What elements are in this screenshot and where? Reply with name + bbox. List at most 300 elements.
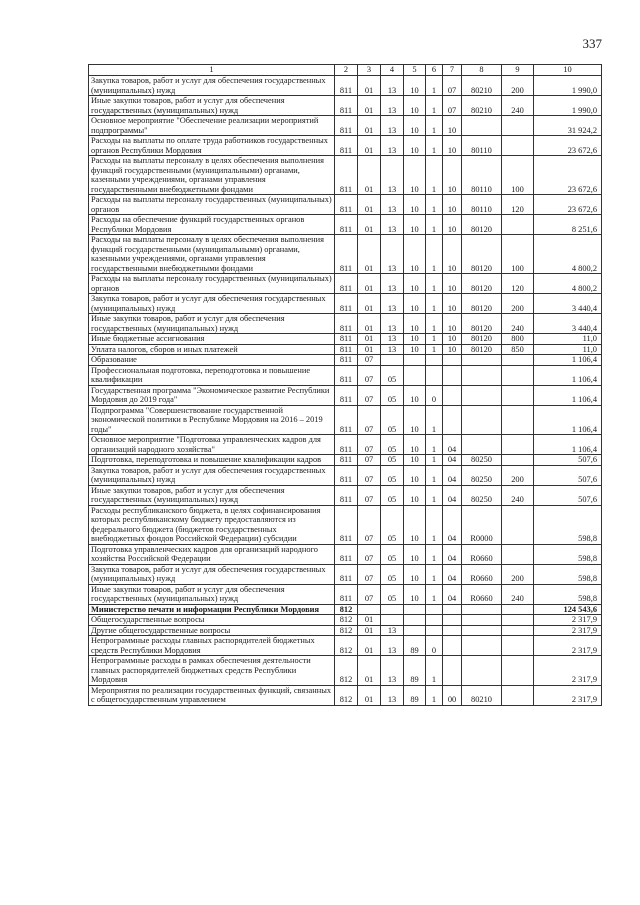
subsection-code: 13 [381, 116, 404, 136]
row-amount: 4 800,2 [534, 274, 602, 294]
program-code [404, 615, 426, 626]
row-amount: 2 317,9 [534, 656, 602, 686]
expense-type-code [502, 685, 534, 705]
header-row [89, 65, 602, 76]
direction-code: R0000 [462, 505, 502, 544]
ministry-code: 811 [335, 294, 358, 314]
section-code: 07 [358, 544, 381, 564]
subprogram-code: 0 [426, 385, 443, 405]
row-amount: 3 440,4 [534, 294, 602, 314]
row-amount: 1 106,4 [534, 405, 602, 435]
subprogram-code: 1 [426, 455, 443, 466]
expense-type-code: 240 [502, 584, 534, 604]
subprogram-code: 1 [426, 344, 443, 355]
activity-code: 10 [443, 314, 462, 334]
row-amount: 507,6 [534, 485, 602, 505]
subprogram-code: 1 [426, 405, 443, 435]
program-code: 10 [404, 564, 426, 584]
subsection-code: 13 [381, 76, 404, 96]
expense-type-code: 120 [502, 195, 534, 215]
column-header-1: 1 [89, 65, 335, 76]
row-name: Государственная программа "Экономическое развитие Республики Мордовия до 2019 года" [89, 385, 335, 405]
program-code: 10 [404, 96, 426, 116]
subsection-code [381, 604, 404, 615]
table-row [89, 136, 602, 156]
row-amount: 31 924,2 [534, 116, 602, 136]
row-name: Закупка товаров, работ и услуг для обеспечения государственных (муниципальных) нужд [89, 76, 335, 96]
ministry-code: 812 [335, 636, 358, 656]
program-code: 10 [404, 314, 426, 334]
section-code: 07 [358, 355, 381, 366]
program-code: 89 [404, 636, 426, 656]
table-row [89, 656, 602, 686]
section-code: 01 [358, 136, 381, 156]
subprogram-code: 1 [426, 334, 443, 345]
column-header-6: 6 [426, 65, 443, 76]
table-row [89, 604, 602, 615]
table-row [89, 235, 602, 274]
program-code: 10 [404, 136, 426, 156]
table-row [89, 455, 602, 466]
program-code: 10 [404, 584, 426, 604]
activity-code: 10 [443, 235, 462, 274]
section-code: 07 [358, 455, 381, 466]
subprogram-code: 1 [426, 195, 443, 215]
row-amount: 8 251,6 [534, 215, 602, 235]
program-code [404, 604, 426, 615]
row-amount: 1 106,4 [534, 365, 602, 385]
subsection-code [381, 615, 404, 626]
subsection-code: 13 [381, 294, 404, 314]
section-code: 01 [358, 685, 381, 705]
section-code: 07 [358, 505, 381, 544]
column-header-5: 5 [404, 65, 426, 76]
column-header-4: 4 [381, 65, 404, 76]
subprogram-code: 1 [426, 435, 443, 455]
ministry-code: 811 [335, 215, 358, 235]
table-row [89, 465, 602, 485]
ministry-code: 811 [335, 235, 358, 274]
row-amount: 4 800,2 [534, 235, 602, 274]
subsection-code: 13 [381, 215, 404, 235]
table-row [89, 485, 602, 505]
ministry-code: 811 [335, 195, 358, 215]
table-row [89, 365, 602, 385]
expense-type-code [502, 604, 534, 615]
row-amount: 598,8 [534, 584, 602, 604]
section-code: 07 [358, 435, 381, 455]
row-name: Иные закупки товаров, работ и услуг для обеспечения государственных (муниципальных) нужд [89, 584, 335, 604]
row-amount: 598,8 [534, 505, 602, 544]
subprogram-code: 1 [426, 485, 443, 505]
activity-code [443, 385, 462, 405]
row-amount: 11,0 [534, 334, 602, 345]
expense-type-code [502, 636, 534, 656]
activity-code: 04 [443, 505, 462, 544]
subsection-code: 05 [381, 365, 404, 385]
program-code: 10 [404, 505, 426, 544]
direction-code [462, 116, 502, 136]
section-code: 07 [358, 385, 381, 405]
section-code: 01 [358, 96, 381, 116]
program-code [404, 625, 426, 636]
program-code: 89 [404, 656, 426, 686]
subprogram-code: 1 [426, 76, 443, 96]
section-code: 01 [358, 636, 381, 656]
direction-code: 80120 [462, 314, 502, 334]
subprogram-code: 1 [426, 215, 443, 235]
direction-code [462, 636, 502, 656]
subsection-code: 13 [381, 685, 404, 705]
activity-code [443, 365, 462, 385]
table-row [89, 584, 602, 604]
expense-type-code: 100 [502, 156, 534, 195]
row-amount: 1 106,4 [534, 355, 602, 366]
direction-code: R0660 [462, 544, 502, 564]
activity-code: 04 [443, 564, 462, 584]
subprogram-code: 1 [426, 544, 443, 564]
section-code: 01 [358, 235, 381, 274]
row-name: Иные закупки товаров, работ и услуг для обеспечения государственных (муниципальных) нужд [89, 485, 335, 505]
column-header-9: 9 [502, 65, 534, 76]
subsection-code: 05 [381, 485, 404, 505]
direction-code: 80210 [462, 96, 502, 116]
ministry-code: 811 [335, 274, 358, 294]
direction-code [462, 405, 502, 435]
activity-code: 04 [443, 465, 462, 485]
row-name: Основное мероприятие "Обеспечение реализации мероприятий подпрограммы" [89, 116, 335, 136]
ministry-code: 811 [335, 136, 358, 156]
table-row [89, 636, 602, 656]
row-amount: 2 317,9 [534, 685, 602, 705]
activity-code: 04 [443, 485, 462, 505]
direction-code: 80250 [462, 455, 502, 466]
expense-type-code: 240 [502, 485, 534, 505]
section-code: 01 [358, 314, 381, 334]
table-row [89, 344, 602, 355]
program-code: 10 [404, 334, 426, 345]
subsection-code: 05 [381, 405, 404, 435]
row-amount: 23 672,6 [534, 195, 602, 215]
subsection-code: 13 [381, 195, 404, 215]
expense-type-code [502, 544, 534, 564]
ministry-code: 812 [335, 656, 358, 686]
activity-code: 04 [443, 544, 462, 564]
table-row [89, 76, 602, 96]
program-code: 10 [404, 344, 426, 355]
expense-type-code [502, 116, 534, 136]
table-row [89, 195, 602, 215]
direction-code [462, 604, 502, 615]
section-code: 01 [358, 625, 381, 636]
table-body [89, 76, 602, 706]
row-name: Иные закупки товаров, работ и услуг для обеспечения государственных (муниципальных) нужд [89, 96, 335, 116]
subsection-code [381, 355, 404, 366]
subprogram-code [426, 365, 443, 385]
section-code: 01 [358, 294, 381, 314]
row-name: Иные бюджетные ассигнования [89, 334, 335, 345]
expense-type-code [502, 505, 534, 544]
program-code: 10 [404, 195, 426, 215]
row-amount: 2 317,9 [534, 636, 602, 656]
ministry-code: 811 [335, 505, 358, 544]
row-name: Подготовка управленческих кадров для организаций народного хозяйства Российской Федерации [89, 544, 335, 564]
expense-type-code [502, 215, 534, 235]
section-code: 07 [358, 485, 381, 505]
subprogram-code: 1 [426, 274, 443, 294]
program-code: 10 [404, 274, 426, 294]
section-code: 01 [358, 156, 381, 195]
table-row [89, 314, 602, 334]
activity-code [443, 405, 462, 435]
subsection-code: 13 [381, 625, 404, 636]
section-code: 07 [358, 564, 381, 584]
ministry-code: 811 [335, 584, 358, 604]
row-name: Образование [89, 355, 335, 366]
table-row [89, 564, 602, 584]
subsection-code: 13 [381, 274, 404, 294]
ministry-code: 811 [335, 385, 358, 405]
program-code: 10 [404, 156, 426, 195]
activity-code: 10 [443, 116, 462, 136]
activity-code [443, 615, 462, 626]
subprogram-code: 1 [426, 314, 443, 334]
direction-code: R0660 [462, 584, 502, 604]
expense-type-code [502, 385, 534, 405]
program-code: 10 [404, 435, 426, 455]
direction-code: 80250 [462, 465, 502, 485]
subsection-code: 13 [381, 636, 404, 656]
expense-type-code [502, 615, 534, 626]
row-name: Расходы на выплаты персоналу в целях обеспечения выполнения функций государственными (муниципальными) органами, казенными учреждениями, органами управления государственными внебюджетными фондами [89, 156, 335, 195]
program-code: 10 [404, 455, 426, 466]
subsection-code: 13 [381, 235, 404, 274]
activity-code: 10 [443, 136, 462, 156]
row-name: Министерство печати и информации Республики Мордовия [89, 604, 335, 615]
expense-type-code: 200 [502, 465, 534, 485]
row-name: Закупка товаров, работ и услуг для обеспечения государственных (муниципальных) нужд [89, 465, 335, 485]
table-row [89, 215, 602, 235]
activity-code [443, 355, 462, 366]
subsection-code: 13 [381, 136, 404, 156]
activity-code [443, 604, 462, 615]
section-code: 07 [358, 405, 381, 435]
ministry-code: 812 [335, 604, 358, 615]
subprogram-code: 1 [426, 656, 443, 686]
program-code [404, 355, 426, 366]
section-code: 01 [358, 334, 381, 345]
subprogram-code: 1 [426, 156, 443, 195]
subsection-code: 05 [381, 505, 404, 544]
table-row [89, 96, 602, 116]
section-code: 01 [358, 116, 381, 136]
section-code: 01 [358, 656, 381, 686]
activity-code: 10 [443, 294, 462, 314]
row-name: Профессиональная подготовка, переподготовка и повышение квалификации [89, 365, 335, 385]
row-name: Подготовка, переподготовка и повышение квалификации кадров [89, 455, 335, 466]
expense-type-code: 200 [502, 294, 534, 314]
expense-type-code: 200 [502, 564, 534, 584]
program-code: 10 [404, 465, 426, 485]
subsection-code: 13 [381, 656, 404, 686]
column-header-2: 2 [335, 65, 358, 76]
table-row [89, 156, 602, 195]
program-code: 10 [404, 215, 426, 235]
program-code: 10 [404, 76, 426, 96]
activity-code: 04 [443, 455, 462, 466]
row-name: Расходы республиканского бюджета, в целях софинансирования которых республиканскому бюджету предоставляются из федерального бюджета (бюджетов государственных внебюджетных фондов Российской Федерации) субсидии [89, 505, 335, 544]
direction-code [462, 435, 502, 455]
row-name: Расходы на выплаты по оплате труда работников государственных органов Республики Мордовия [89, 136, 335, 156]
table-row [89, 405, 602, 435]
ministry-code: 811 [335, 344, 358, 355]
row-name: Закупка товаров, работ и услуг для обеспечения государственных (муниципальных) нужд [89, 564, 335, 584]
subprogram-code [426, 604, 443, 615]
activity-code: 04 [443, 435, 462, 455]
direction-code: 80110 [462, 156, 502, 195]
ministry-code: 811 [335, 564, 358, 584]
row-amount: 2 317,9 [534, 625, 602, 636]
expense-type-code: 800 [502, 334, 534, 345]
section-code: 07 [358, 365, 381, 385]
subsection-code: 13 [381, 314, 404, 334]
row-amount: 1 990,0 [534, 76, 602, 96]
ministry-code: 811 [335, 334, 358, 345]
section-code: 01 [358, 215, 381, 235]
direction-code: 80120 [462, 235, 502, 274]
activity-code [443, 625, 462, 636]
ministry-code: 811 [335, 96, 358, 116]
activity-code: 10 [443, 156, 462, 195]
ministry-code: 811 [335, 405, 358, 435]
program-code: 10 [404, 294, 426, 314]
ministry-code: 812 [335, 625, 358, 636]
section-code: 01 [358, 76, 381, 96]
row-name: Непрограммные расходы главных распорядителей бюджетных средств Республики Мордовия [89, 636, 335, 656]
expense-type-code [502, 355, 534, 366]
direction-code: 80210 [462, 685, 502, 705]
subprogram-code [426, 615, 443, 626]
section-code: 01 [358, 344, 381, 355]
page-number: 337 [582, 36, 602, 51]
column-header-7: 7 [443, 65, 462, 76]
expense-type-code [502, 136, 534, 156]
direction-code: 80110 [462, 195, 502, 215]
expense-type-code [502, 656, 534, 686]
row-amount: 598,8 [534, 564, 602, 584]
ministry-code: 812 [335, 615, 358, 626]
activity-code: 04 [443, 584, 462, 604]
direction-code: 80110 [462, 136, 502, 156]
section-code: 01 [358, 615, 381, 626]
direction-code: 80120 [462, 334, 502, 345]
table-row [89, 294, 602, 314]
row-amount: 1 106,4 [534, 435, 602, 455]
expense-type-code: 100 [502, 235, 534, 274]
subsection-code: 05 [381, 544, 404, 564]
activity-code: 00 [443, 685, 462, 705]
section-code: 01 [358, 274, 381, 294]
row-amount: 3 440,4 [534, 314, 602, 334]
program-code: 89 [404, 685, 426, 705]
direction-code: 80120 [462, 215, 502, 235]
direction-code: 80250 [462, 485, 502, 505]
subprogram-code: 1 [426, 465, 443, 485]
ministry-code: 811 [335, 116, 358, 136]
expense-type-code: 850 [502, 344, 534, 355]
subprogram-code: 1 [426, 136, 443, 156]
ministry-code: 811 [335, 365, 358, 385]
direction-code [462, 355, 502, 366]
ministry-code: 811 [335, 156, 358, 195]
table-row [89, 625, 602, 636]
subsection-code: 13 [381, 96, 404, 116]
ministry-code: 811 [335, 485, 358, 505]
row-amount: 2 317,9 [534, 615, 602, 626]
activity-code [443, 656, 462, 686]
subprogram-code: 1 [426, 584, 443, 604]
activity-code: 10 [443, 344, 462, 355]
table-row [89, 385, 602, 405]
column-header-8: 8 [462, 65, 502, 76]
section-code [358, 604, 381, 615]
program-code: 10 [404, 544, 426, 564]
ministry-code: 811 [335, 76, 358, 96]
activity-code: 10 [443, 195, 462, 215]
ministry-code: 811 [335, 314, 358, 334]
row-amount: 1 106,4 [534, 385, 602, 405]
row-amount: 1 990,0 [534, 96, 602, 116]
row-amount: 598,8 [534, 544, 602, 564]
activity-code: 10 [443, 215, 462, 235]
expense-type-code [502, 625, 534, 636]
row-name: Другие общегосударственные вопросы [89, 625, 335, 636]
table-row [89, 355, 602, 366]
row-name: Расходы на обеспечение функций государственных органов Республики Мордовия [89, 215, 335, 235]
row-name: Уплата налогов, сборов и иных платежей [89, 344, 335, 355]
section-code: 07 [358, 584, 381, 604]
direction-code: 80120 [462, 294, 502, 314]
direction-code [462, 365, 502, 385]
direction-code [462, 615, 502, 626]
row-amount: 11,0 [534, 344, 602, 355]
subsection-code: 05 [381, 385, 404, 405]
direction-code: R0660 [462, 564, 502, 584]
direction-code [462, 656, 502, 686]
ministry-code: 811 [335, 455, 358, 466]
program-code: 10 [404, 235, 426, 274]
direction-code: 80120 [462, 344, 502, 355]
direction-code [462, 385, 502, 405]
row-amount: 507,6 [534, 465, 602, 485]
subprogram-code: 1 [426, 564, 443, 584]
row-amount: 23 672,6 [534, 156, 602, 195]
direction-code [462, 625, 502, 636]
table-row [89, 116, 602, 136]
program-code: 10 [404, 116, 426, 136]
row-name: Иные закупки товаров, работ и услуг для обеспечения государственных (муниципальных) нужд [89, 314, 335, 334]
row-name: Закупка товаров, работ и услуг для обеспечения государственных (муниципальных) нужд [89, 294, 335, 314]
activity-code: 10 [443, 274, 462, 294]
subsection-code: 13 [381, 344, 404, 355]
row-amount: 23 672,6 [534, 136, 602, 156]
subprogram-code: 1 [426, 96, 443, 116]
activity-code: 10 [443, 334, 462, 345]
ministry-code: 811 [335, 465, 358, 485]
program-code: 10 [404, 385, 426, 405]
ministry-code: 812 [335, 685, 358, 705]
table-row [89, 334, 602, 345]
